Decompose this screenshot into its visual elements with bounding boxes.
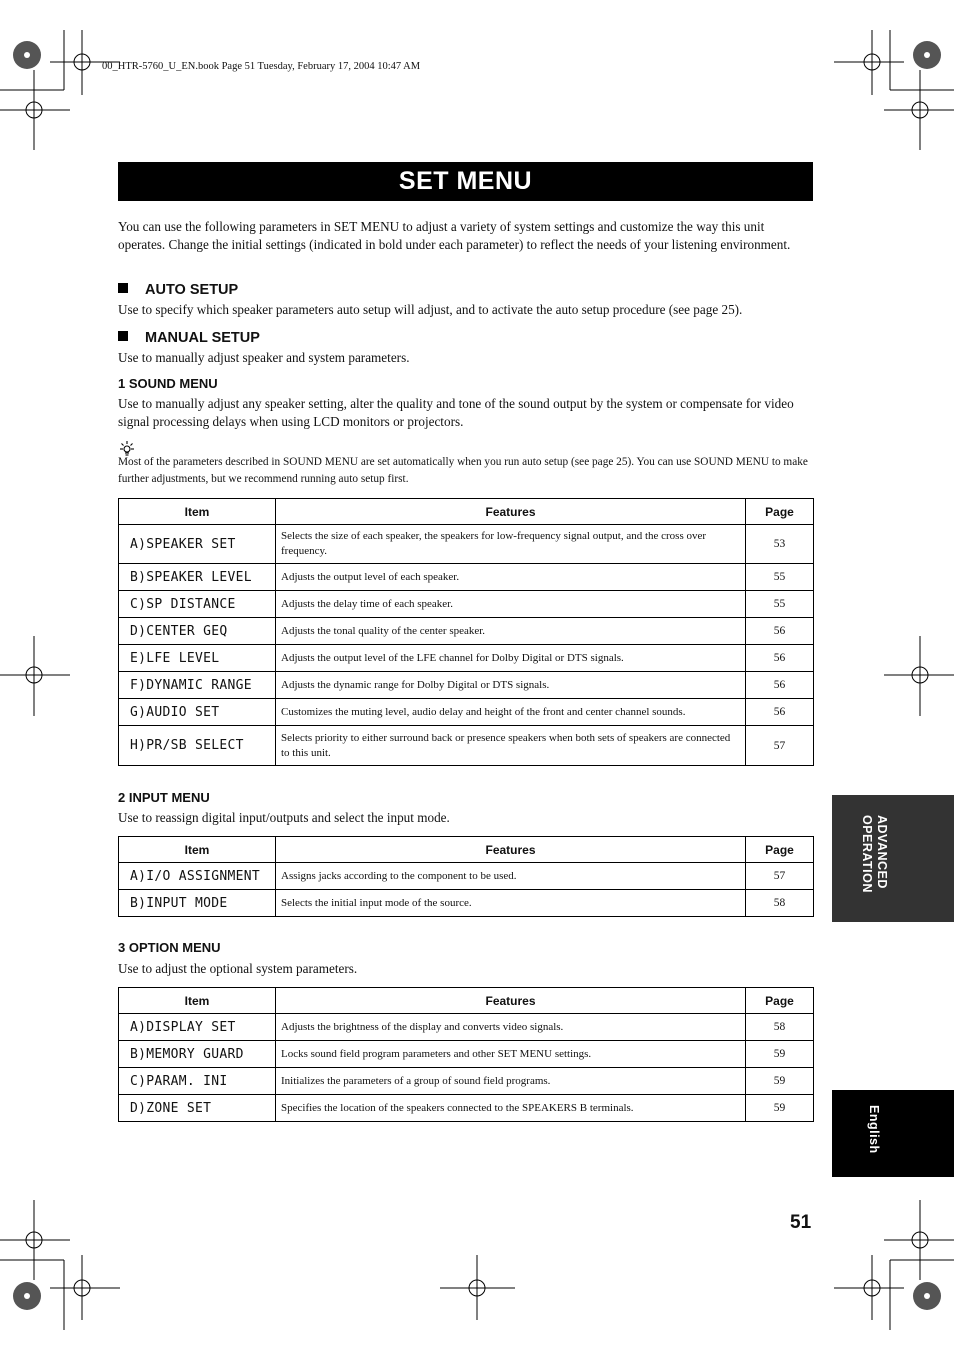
- side-tab-line-2: OPERATION: [860, 815, 874, 893]
- item-name: A)I/O ASSIGNMENT: [119, 863, 276, 890]
- item-name: A)SPEAKER SET: [119, 525, 276, 564]
- table-row: [119, 645, 814, 672]
- manual-setup-text: Use to manually adjust speaker and system parameters.: [118, 350, 410, 365]
- sound-menu-tip: Most of the parameters described in SOUND MENU are set automatically when you run auto setup (see page 25). You can use SOUND MENU to make further adjustments, but we recommend running auto setup first.: [118, 456, 808, 485]
- page-number: 51: [790, 1212, 812, 1233]
- item-name: H)PR/SB SELECT: [119, 726, 276, 766]
- column-header-features: Features: [276, 988, 746, 1014]
- table-row: [119, 699, 814, 726]
- manual-setup-heading: MANUAL SETUP: [118, 330, 260, 346]
- square-bullet-icon: [118, 283, 128, 293]
- item-page: 59: [746, 1041, 814, 1068]
- table-row: [119, 525, 814, 564]
- table-row: [119, 564, 814, 591]
- column-header-item: Item: [119, 988, 276, 1014]
- table-row: [119, 726, 814, 766]
- item-features: Adjusts the tonal quality of the center speaker.: [276, 618, 746, 645]
- item-name: B)SPEAKER LEVEL: [119, 564, 276, 591]
- table-row: [119, 618, 814, 645]
- item-name: A)DISPLAY SET: [119, 1014, 276, 1041]
- item-features: Adjusts the delay time of each speaker.: [276, 591, 746, 618]
- table-row: [119, 1041, 814, 1068]
- section-side-tab: [832, 795, 954, 922]
- item-features: Initializes the parameters of a group of sound field programs.: [276, 1068, 746, 1095]
- table-row: [119, 890, 814, 917]
- item-page: 55: [746, 564, 814, 591]
- item-name: C)SP DISTANCE: [119, 591, 276, 618]
- intro-paragraph: You can use the following parameters in SET MENU to adjust a variety of system settings and customize the way this unit operates. Change the initial settings (indicated in bold under each parameter) to reflect the needs of your listening environment.: [118, 219, 791, 252]
- item-page: 53: [746, 525, 814, 564]
- language-side-tab: [832, 1090, 954, 1177]
- page-title: SET MENU: [118, 162, 813, 201]
- item-page: 55: [746, 591, 814, 618]
- option-menu-table: [118, 987, 814, 1122]
- item-name: G)AUDIO SET: [119, 699, 276, 726]
- item-name: F)DYNAMIC RANGE: [119, 672, 276, 699]
- item-name: B)MEMORY GUARD: [119, 1041, 276, 1068]
- auto-setup-text: Use to specify which speaker parameters auto setup will adjust, and to activate the auto setup procedure (see page 25).: [118, 302, 743, 317]
- item-features: Adjusts the dynamic range for Dolby Digital or DTS signals.: [276, 672, 746, 699]
- print-header: 00_HTR-5760_U_EN.book Page 51 Tuesday, February 17, 2004 10:47 AM: [102, 61, 421, 72]
- item-name: B)INPUT MODE: [119, 890, 276, 917]
- item-page: 56: [746, 672, 814, 699]
- item-page: 56: [746, 699, 814, 726]
- side-tab-language: English: [867, 1105, 881, 1154]
- input-menu-table: [118, 836, 814, 917]
- column-header-page: Page: [746, 988, 814, 1014]
- item-page: 59: [746, 1095, 814, 1122]
- column-header-item: Item: [119, 837, 276, 863]
- sound-menu-table: [118, 498, 814, 766]
- column-header-features: Features: [276, 837, 746, 863]
- column-header-features: Features: [276, 499, 746, 525]
- item-page: 56: [746, 618, 814, 645]
- item-features: Selects the size of each speaker, the speakers for low-frequency signal output, and the cross over frequency.: [276, 525, 746, 564]
- table-row: [119, 1095, 814, 1122]
- item-features: Specifies the location of the speakers connected to the SPEAKERS B terminals.: [276, 1095, 746, 1122]
- table-row: [119, 591, 814, 618]
- item-page: 56: [746, 645, 814, 672]
- input-menu-heading: 2 INPUT MENU: [118, 790, 210, 805]
- item-features: Selects priority to either surround back or presence speakers when both sets of speakers are connected to this unit.: [276, 726, 746, 766]
- item-features: Customizes the muting level, audio delay and height of the front and center channel sounds.: [276, 699, 746, 726]
- sound-menu-text: Use to manually adjust any speaker setting, alter the quality and tone of the sound output by the system or compensate for video signal processing delays when using LCD monitors or projectors.: [118, 396, 794, 429]
- item-name: D)CENTER GEQ: [119, 618, 276, 645]
- column-header-page: Page: [746, 837, 814, 863]
- sound-menu-heading: 1 SOUND MENU: [118, 376, 218, 391]
- item-page: 58: [746, 1014, 814, 1041]
- item-features: Selects the initial input mode of the source.: [276, 890, 746, 917]
- item-features: Assigns jacks according to the component to be used.: [276, 863, 746, 890]
- option-menu-heading: 3 OPTION MENU: [118, 940, 221, 955]
- square-bullet-icon: [118, 331, 128, 341]
- table-row: [119, 1014, 814, 1041]
- item-name: D)ZONE SET: [119, 1095, 276, 1122]
- input-menu-text: Use to reassign digital input/outputs and select the input mode.: [118, 810, 450, 825]
- column-header-page: Page: [746, 499, 814, 525]
- item-page: 58: [746, 890, 814, 917]
- table-row: [119, 672, 814, 699]
- column-header-item: Item: [119, 499, 276, 525]
- option-menu-text: Use to adjust the optional system parameters.: [118, 961, 358, 976]
- item-features: Locks sound field program parameters and other SET MENU settings.: [276, 1041, 746, 1068]
- item-features: Adjusts the output level of each speaker.: [276, 564, 746, 591]
- item-page: 57: [746, 863, 814, 890]
- item-name: E)LFE LEVEL: [119, 645, 276, 672]
- item-page: 59: [746, 1068, 814, 1095]
- item-name: C)PARAM. INI: [119, 1068, 276, 1095]
- item-features: Adjusts the brightness of the display and converts video signals.: [276, 1014, 746, 1041]
- auto-setup-heading: AUTO SETUP: [118, 282, 238, 298]
- table-row: [119, 863, 814, 890]
- table-row: [119, 1068, 814, 1095]
- item-page: 57: [746, 726, 814, 766]
- item-features: Adjusts the output level of the LFE channel for Dolby Digital or DTS signals.: [276, 645, 746, 672]
- side-tab-line-1: ADVANCED: [875, 815, 889, 889]
